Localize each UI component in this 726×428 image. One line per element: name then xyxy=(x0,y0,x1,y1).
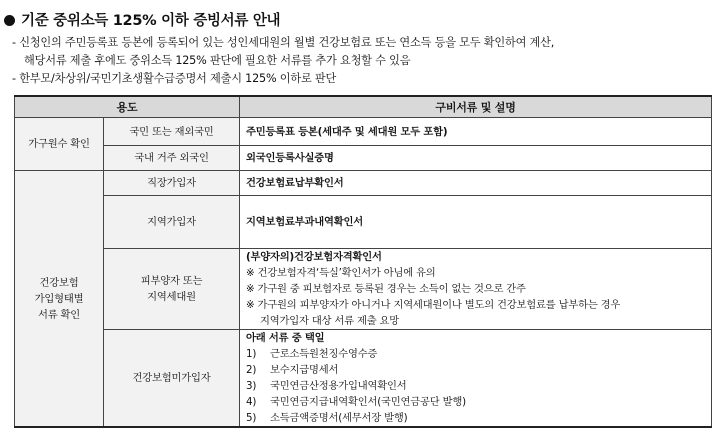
sub-employee: 직장가입자 xyxy=(104,171,240,196)
list-num: 1) xyxy=(246,348,257,360)
dependent-note: 지역가입자 대상 서류 제출 요망 xyxy=(260,315,400,327)
list-item xyxy=(246,362,705,378)
dependent-note: ※ 가구원 중 피보험자로 등록된 경우는 소득이 없는 것으로 간주 xyxy=(246,283,526,295)
category-insurance xyxy=(15,171,104,428)
desc-employee: 건강보험료납부확인서 xyxy=(240,171,712,196)
list-item xyxy=(246,378,705,394)
table-row xyxy=(15,146,712,171)
page-title xyxy=(4,9,280,30)
sub-dependent-line: 피부양자 또는 xyxy=(140,275,203,287)
notes xyxy=(12,34,554,88)
desc-dependent xyxy=(240,249,712,330)
uninsured-title: 아래 서류 중 택일 xyxy=(246,332,325,344)
dependent-title: (부양자의)건강보험자격확인서 xyxy=(246,251,382,263)
desc-uninsured xyxy=(240,330,712,428)
list-num: 4) xyxy=(246,396,257,408)
list-item xyxy=(246,346,705,362)
sub-citizen: 국민 또는 재외국민 xyxy=(104,118,240,146)
sub-uninsured: 건강보험미가입자 xyxy=(104,330,240,428)
category-insurance-line: 가입형태별 xyxy=(34,292,84,305)
sub-dependent-line: 지역세대원 xyxy=(147,291,196,303)
title-text: 기준 중위소득 125% 이하 증빙서류 안내 xyxy=(21,13,281,29)
sub-foreigner: 국내 거주 외국인 xyxy=(104,146,240,171)
header-documents: 구비서류 및 설명 xyxy=(240,96,712,118)
table-row xyxy=(15,118,712,146)
sub-dependent xyxy=(104,249,240,330)
table-header-row xyxy=(15,96,712,118)
document-table xyxy=(14,95,712,428)
table-row xyxy=(15,330,712,428)
table-row xyxy=(15,196,712,249)
list-text: 국민연금지급내역확인서(국민연금공단 발행) xyxy=(270,396,466,408)
dependent-note: ※ 가구원의 피부양자가 아니거나 지역세대원이나 별도의 건강보험료를 납부하는 경우 xyxy=(246,299,621,311)
sub-regional: 지역가입자 xyxy=(104,196,240,249)
list-text: 국민연금산정용가입내역확인서 xyxy=(270,380,407,392)
list-num: 2) xyxy=(246,364,257,376)
list-text: 근로소득원천징수영수증 xyxy=(270,348,378,360)
list-item xyxy=(246,410,705,426)
category-household: 가구원수 확인 xyxy=(15,118,104,171)
category-insurance-line: 서류 확인 xyxy=(37,308,81,321)
note-line: 해당서류 제출 후에도 중위소득 125% 판단에 필요한 서류를 추가 요청할 수 있음 xyxy=(24,54,411,67)
category-insurance-line: 건강보험 xyxy=(39,276,79,289)
note-line: - 신청인의 주민등록표 등본에 등록되어 있는 성인세대원의 월별 건강보험료 또는 연소득 등을 모두 확인하여 계산, xyxy=(12,36,555,49)
list-item xyxy=(246,394,705,410)
list-text: 보수지급명세서 xyxy=(270,364,339,376)
list-text: 소득금액증명서(세무서장 발행) xyxy=(270,412,408,424)
table-row xyxy=(15,249,712,330)
bullet-icon xyxy=(4,15,15,26)
note-line: - 한부모/차상위/국민기초생활수급증명서 제출시 125% 이하로 판단 xyxy=(12,72,337,85)
dependent-note: ※ 건강보험자격‘득실’확인서가 아님에 유의 xyxy=(246,267,436,279)
desc-foreigner-cert: 외국인등록사실증명 xyxy=(240,146,712,171)
list-num: 5) xyxy=(246,412,257,424)
desc-regional: 지역보험료부과내역확인서 xyxy=(240,196,712,249)
list-num: 3) xyxy=(246,380,257,392)
table-row xyxy=(15,171,712,196)
header-usage: 용도 xyxy=(15,96,240,118)
desc-resident-register: 주민등록표 등본(세대주 및 세대원 모두 포함) xyxy=(240,118,712,146)
